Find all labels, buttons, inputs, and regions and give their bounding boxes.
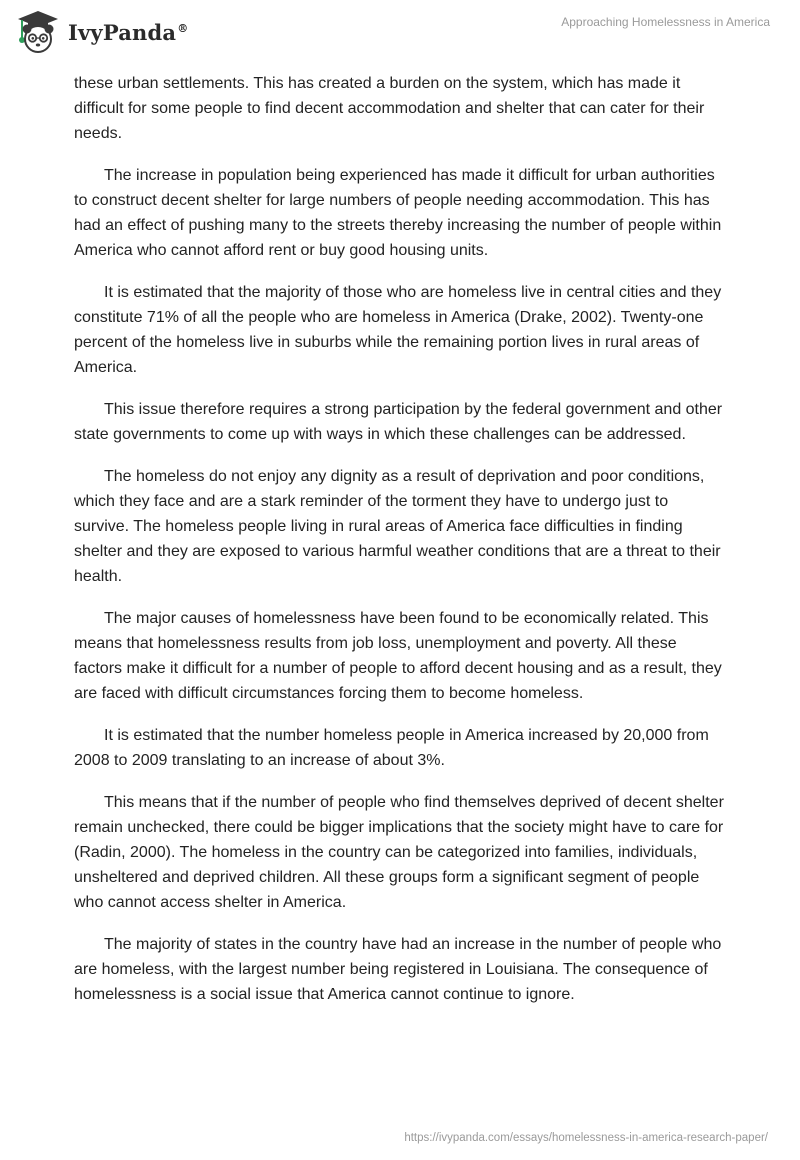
essay-body [74,71,724,1024]
paragraph: The majority of states in the country have had an increase in the number of people who are homeless, with the largest number being registered in Louisiana. The consequence of homelessness is a social issue that America cannot continue to ignore. [74,936,722,1003]
paragraph: The major causes of homelessness have been found to be economically related. This means that homelessness results from job loss, unemployment and poverty. All these factors make it difficult for a number of people to afford decent housing and as a result, they are faced with difficult circumstances forcing them to become homeless. [74,610,722,702]
brand-name-text: IvyPanda [68,19,177,45]
paragraph: This means that if the number of people who find themselves deprived of decent shelter remain unchecked, there could be bigger implications that the society might have to care for (Radin, 2000). The homeless in the country can be categorized into families, individuals, unsheltered and deprived children. All these groups form a significant segment of people who cannot access shelter in America. [74,794,724,911]
paragraph: The homeless do not enjoy any dignity as a result of deprivation and poor conditions, which they face and are a stark reminder of the torment they have to undergo just to survive. The homeless people living in rural areas of America face difficulties in finding shelter and they are exposed to various harmful weather conditions that are a threat to their health. [74,468,721,585]
source-url[interactable]: https://ivypanda.com/essays/homelessness-in-america-research-paper/ [404,1132,768,1144]
brand-logo[interactable] [14,8,188,56]
registered-mark: ® [177,21,189,35]
document-title: Approaching Homelessness in America [561,15,770,29]
paragraph: these urban settlements. This has created a burden on the system, which has made it difficult for some people to find decent accommodation and shelter that can cater for their needs. [74,75,705,142]
paragraph: It is estimated that the majority of those who are homeless live in central cities and they constitute 71% of all the people who are homeless in America (Drake, 2002). Twenty-one percent of the homeless live in suburbs while the remaining portion lives in rural areas of America. [74,284,722,376]
paragraph: This issue therefore requires a strong participation by the federal government and other state governments to come up with ways in which these challenges can be addressed. [74,401,723,443]
brand-name [68,20,188,45]
paragraph: It is estimated that the number homeless people in America increased by 20,000 from 2008 to 2009 translating to an increase of about 3%. [74,727,709,769]
page-header [0,0,800,64]
panda-graduate-icon [14,8,62,56]
paragraph: The increase in population being experienced has made it difficult for urban authorities to construct decent shelter for large numbers of people needing accommodation. This has had an effect of pushing many to the streets thereby increasing the number of people within America who cannot afford rent or buy good housing units. [74,167,722,259]
